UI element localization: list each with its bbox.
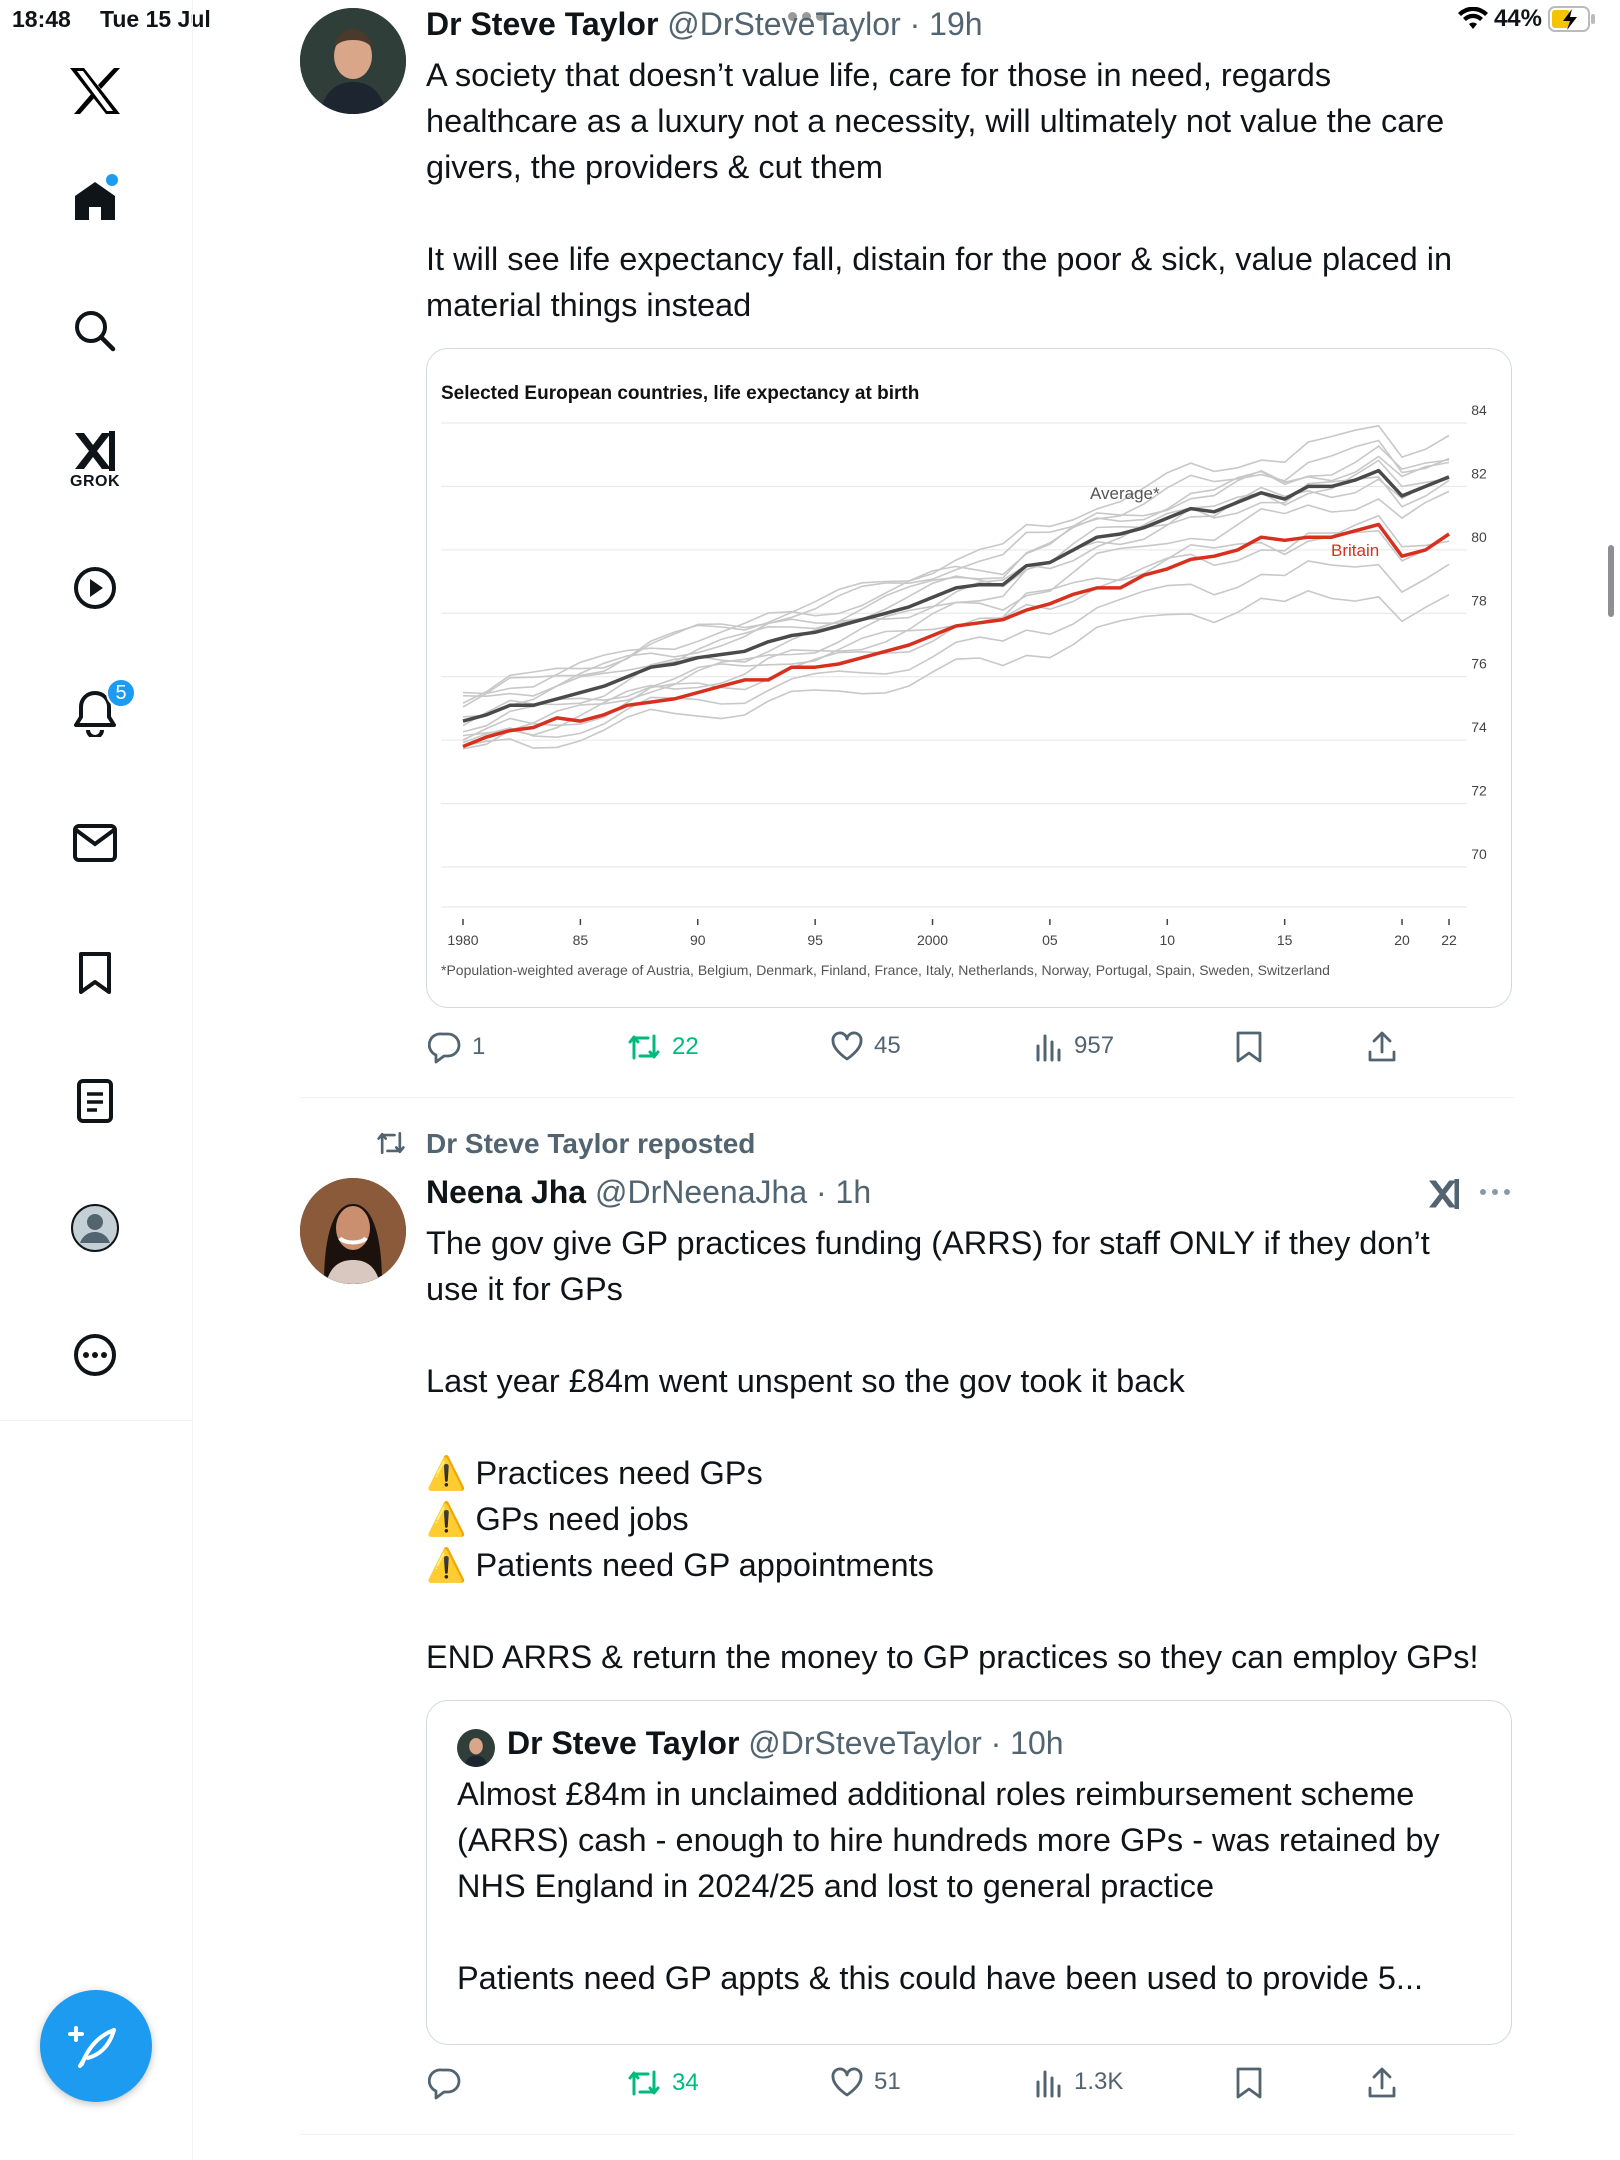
wifi-icon: [1458, 7, 1488, 31]
sidebar-divider: [0, 1420, 193, 1421]
x-tick-label: 22: [1441, 932, 1457, 948]
views-button[interactable]: [1034, 2066, 1123, 2098]
x-tick-label: 90: [689, 932, 706, 948]
reply-icon: [428, 1030, 462, 1064]
x-tick-label: 20: [1394, 932, 1410, 948]
search-icon[interactable]: [62, 298, 128, 364]
country-line: [463, 441, 1449, 704]
grok-icon[interactable]: [1426, 1176, 1462, 1212]
x-tick-label: 10: [1159, 932, 1176, 948]
author-avatar[interactable]: [300, 1178, 406, 1284]
compose-quill-icon: [68, 2018, 124, 2074]
bookmark-button[interactable]: [1234, 2066, 1264, 2100]
country-line: [463, 516, 1449, 732]
author-handle[interactable]: @DrSteveTaylor: [667, 6, 901, 42]
lists-icon[interactable]: [62, 1068, 128, 1134]
tweet-text: The gov give GP practices funding (ARRS) for staff ONLY if they don’t use it for GPs Last year £84m went unspent so the gov took it back ⚠️ Practices need GPs ⚠️ GPs need jobs ⚠️ Patients need GP appointments END ARRS & return the money to GP practices so they can employ GPs!: [426, 1225, 1479, 1675]
x-tick-label: 1980: [447, 932, 479, 948]
tweet-divider: [300, 1097, 1514, 1098]
share-button[interactable]: [1366, 1030, 1398, 1064]
bookmark-button[interactable]: [1234, 1030, 1264, 1064]
like-button[interactable]: [830, 2066, 901, 2098]
share-icon: [1366, 2066, 1398, 2100]
chart-footnote: *Population-weighted average of Austria, Belgium, Denmark, Finland, France, Italy, Netherlands, Norway, Portugal, Spain, Sweden, Switzerland: [441, 962, 1330, 978]
y-tick-label: 82: [1471, 465, 1487, 482]
x-tick-label: 05: [1042, 932, 1058, 948]
view-count: 1.3K: [1074, 2068, 1124, 2095]
like-count: 51: [874, 2068, 901, 2095]
country-line: [463, 591, 1449, 748]
author-handle[interactable]: @DrNeenaJha: [594, 1174, 808, 1210]
y-tick-label: 78: [1471, 592, 1487, 609]
reply-button[interactable]: [428, 1030, 485, 1064]
x-tick-label: 85: [572, 932, 589, 948]
profile-avatar-icon[interactable]: [62, 1195, 128, 1261]
quote-time: · 10h: [990, 1725, 1064, 1761]
home-icon[interactable]: [62, 168, 128, 234]
x-tick-label: 95: [807, 932, 823, 948]
country-line: [463, 477, 1449, 726]
views-icon: [1034, 2066, 1064, 2098]
y-tick-label: 74: [1471, 719, 1487, 736]
tweet-divider: [300, 2134, 1514, 2135]
compose-button[interactable]: [40, 1990, 152, 2102]
britain-label: Britain: [1331, 541, 1380, 560]
like-button[interactable]: [830, 1030, 901, 1062]
battery-percent: 44%: [1493, 5, 1542, 32]
share-icon: [1366, 1030, 1398, 1064]
quote-author-handle: @DrSteveTaylor: [748, 1725, 982, 1761]
repost-banner[interactable]: Dr Steve Taylor reposted: [426, 1128, 756, 1159]
battery-charging-icon: [1548, 6, 1596, 32]
home-unread-dot: [106, 174, 118, 186]
quote-text: Almost £84m in unclaimed additional roles reimbursement scheme (ARRS) cash - enough to hire hundreds more GPs - was retained by NHS England in 2024/25 and lost to general practice Patients need GP appts & this could have been used to provide 5...: [457, 1776, 1440, 1996]
status-time: 18:48: [12, 6, 71, 32]
heart-icon: [830, 1030, 864, 1062]
reply-button[interactable]: [428, 2066, 472, 2100]
quote-author-name: Dr Steve Taylor: [507, 1725, 740, 1761]
messages-icon[interactable]: [62, 810, 128, 876]
y-tick-label: 76: [1471, 655, 1487, 672]
share-button[interactable]: [1366, 2066, 1398, 2100]
x-tick-label: 2000: [916, 932, 949, 948]
author-name[interactable]: Dr Steve Taylor: [426, 6, 659, 42]
y-tick-label: 72: [1471, 782, 1487, 799]
reply-count: 1: [472, 1033, 486, 1060]
notifications-icon[interactable]: [62, 680, 128, 746]
status-date: Tue 15 Jul: [100, 6, 211, 32]
britain-series-line: [463, 525, 1449, 747]
tweet-text: A society that doesn’t value life, care for those in need, regards healthcare as a luxury not a necessity, will ultimately not value the care givers, the providers & cut them It will see life expectancy fall, distain for the poor & sick, value placed in material things instead: [426, 57, 1453, 323]
more-icon[interactable]: [62, 1322, 128, 1388]
repost-button[interactable]: [626, 2066, 699, 2100]
video-icon[interactable]: [62, 555, 128, 621]
more-options-icon[interactable]: [1478, 1186, 1512, 1198]
grok-label: GROK: [70, 473, 120, 490]
quote-author-avatar: [457, 1729, 495, 1767]
like-count: 45: [874, 1032, 901, 1059]
bookmarks-icon[interactable]: [62, 940, 128, 1006]
life-expectancy-chart: [427, 349, 1512, 1008]
bookmark-icon: [1234, 2066, 1264, 2100]
views-icon: [1034, 1030, 1064, 1062]
quoted-tweet[interactable]: [426, 1700, 1512, 2045]
x-logo-icon[interactable]: [62, 58, 128, 124]
x-tick-label: 15: [1276, 932, 1293, 948]
y-tick-label: 70: [1471, 846, 1487, 862]
scrollbar-thumb[interactable]: [1608, 545, 1614, 617]
notification-badge: 5: [106, 678, 136, 708]
average-label: Average*: [1090, 484, 1160, 503]
sidebar: [0, 0, 193, 2160]
reply-icon: [428, 2066, 462, 2100]
y-tick-label: 84: [1471, 402, 1487, 418]
chart-title: Selected European countries, life expectancy at birth: [441, 383, 920, 404]
views-button[interactable]: [1034, 1030, 1114, 1062]
author-name[interactable]: Neena Jha: [426, 1174, 587, 1210]
repost-icon: [374, 1128, 408, 1158]
repost-count: 22: [672, 1033, 699, 1060]
author-avatar[interactable]: [300, 8, 406, 114]
tweet-time[interactable]: · 1h: [816, 1174, 872, 1210]
bookmark-icon: [1234, 1030, 1264, 1064]
grok-icon[interactable]: [62, 420, 128, 500]
country-line: [463, 460, 1449, 749]
country-line: [463, 531, 1449, 740]
y-tick-label: 80: [1471, 528, 1487, 545]
heart-icon: [830, 2066, 864, 2098]
status-right: [1458, 5, 1596, 33]
tweet-time[interactable]: · 19h: [909, 6, 983, 42]
repost-icon: [626, 1030, 662, 1064]
view-count: 957: [1074, 1032, 1115, 1059]
repost-count: 34: [672, 2069, 699, 2096]
repost-icon: [626, 2066, 662, 2100]
chart-image[interactable]: [426, 348, 1512, 1008]
repost-button[interactable]: [626, 1030, 699, 1064]
